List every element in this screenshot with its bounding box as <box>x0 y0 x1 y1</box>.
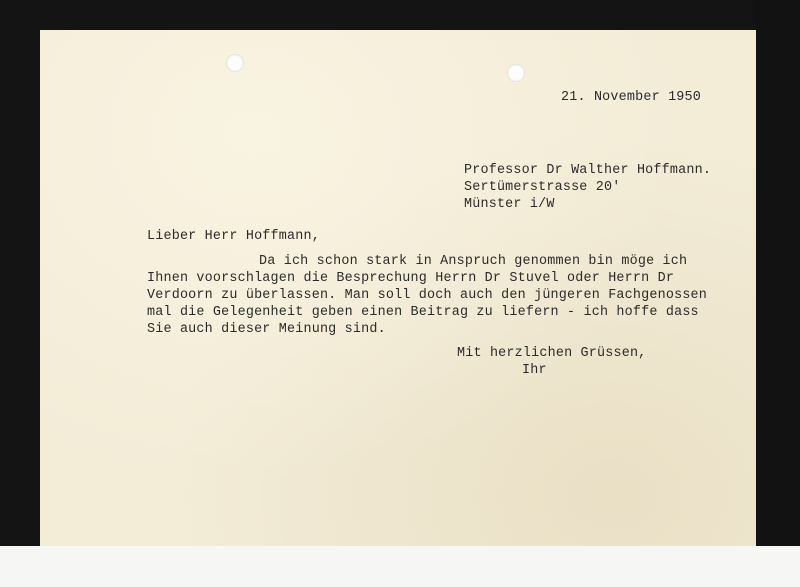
scan-edge <box>756 0 800 546</box>
letter-date: 21. November 1950 <box>561 90 702 105</box>
scan-bottom-margin <box>0 546 800 587</box>
closing: Mit herzlichen Grüssen, <box>457 346 647 361</box>
body-line: Ihnen voorschlagen die Besprechung Herrn Dr Stuvel oder Herrn Dr <box>147 271 675 286</box>
recipient-city: Münster i/W <box>464 197 555 212</box>
punch-hole <box>226 54 244 72</box>
body-line: mal die Gelegenheit geben einen Beitrag zu liefern - ich hoffe dass <box>147 305 699 320</box>
body-line: Sie auch dieser Meinung sind. <box>147 322 386 337</box>
punch-hole <box>507 64 525 82</box>
body-line: Verdoorn zu überlassen. Man soll doch auch den jüngeren Fachgenossen <box>147 288 708 303</box>
body-line: Da ich schon stark in Anspruch genommen bin möge ich <box>259 254 688 269</box>
signoff: Ihr <box>522 363 547 378</box>
recipient-name: Professor Dr Walther Hoffmann. <box>464 163 712 178</box>
salutation: Lieber Herr Hoffmann, <box>147 229 320 244</box>
recipient-street: Sertümerstrasse 20' <box>464 180 621 195</box>
